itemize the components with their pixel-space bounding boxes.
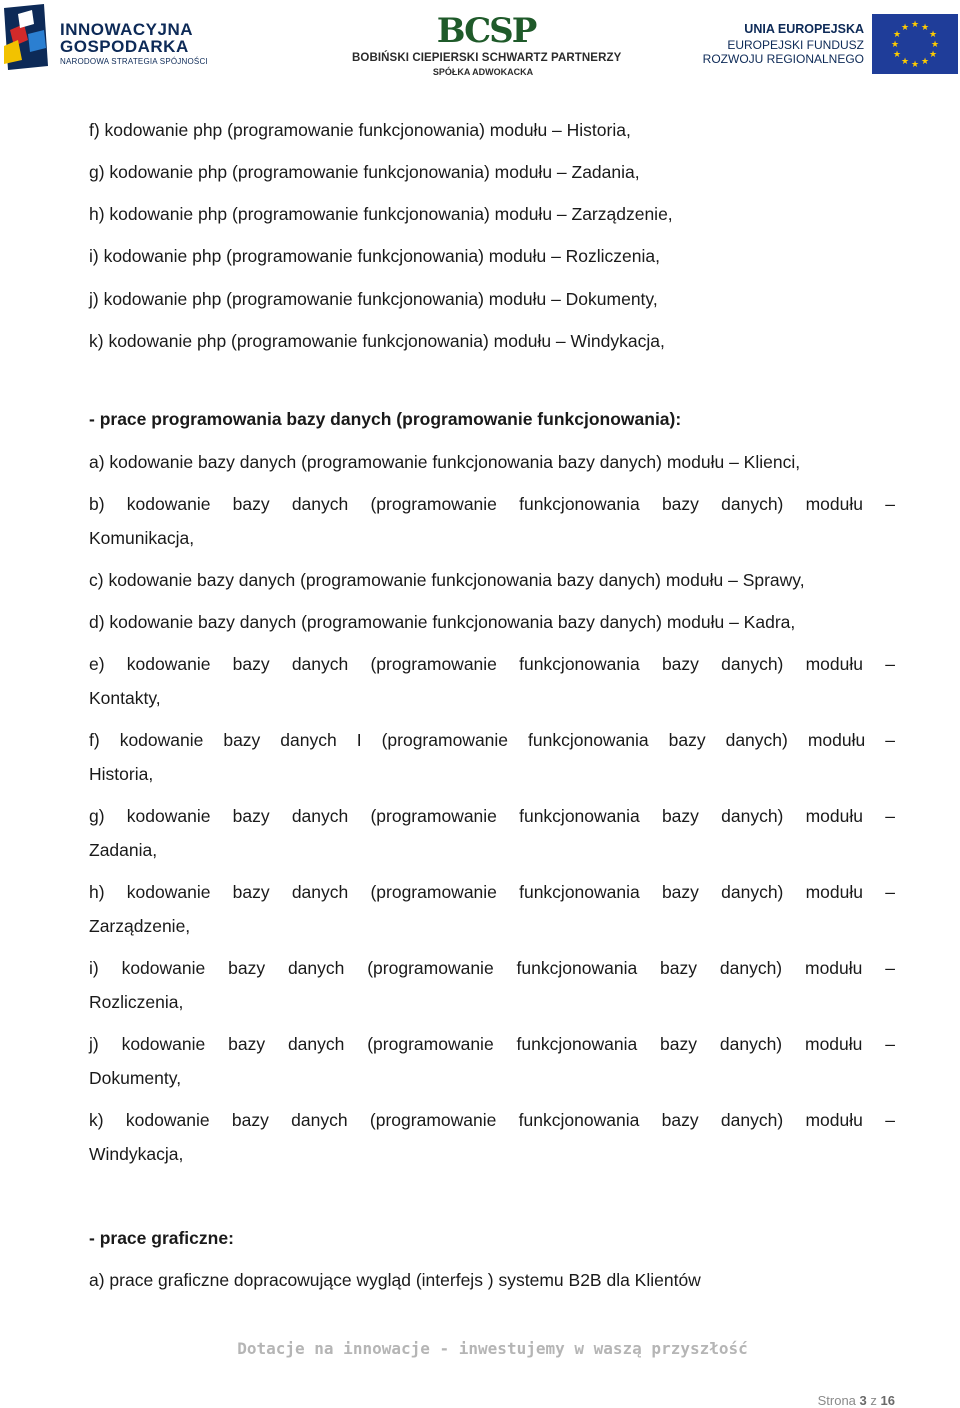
logo-right-line3: ROZWOJU REGIONALNEGO: [702, 52, 864, 66]
db-item-e: [89, 653, 895, 675]
word: danych: [287, 1034, 345, 1054]
word: (programowanie: [370, 494, 497, 514]
bcsp-mark: BCSP: [436, 11, 536, 51]
word: g): [89, 806, 105, 826]
word: bazy: [231, 1110, 269, 1130]
word: danych: [280, 730, 337, 750]
logo-right-line2: EUROPEJSKI FUNDUSZ: [727, 38, 864, 52]
word: –: [885, 882, 895, 902]
page-number: [818, 1393, 895, 1408]
php-item-f: f) kodowanie php (programowanie funkcjonowania) modułu – Historia,: [89, 120, 631, 140]
word: modułu: [805, 882, 863, 902]
word: danych): [721, 654, 784, 674]
word: modułu: [807, 730, 866, 750]
footer-slogan: Dotacje na innowacje - inwestujemy w waszą przyszłość: [237, 1339, 748, 1358]
word: danych): [720, 1110, 784, 1130]
page-label: Strona: [817, 1393, 856, 1408]
word: modułu: [805, 1034, 863, 1054]
php-item-g: g) kodowanie php (programowanie funkcjonowania) modułu – Zadania,: [89, 162, 640, 182]
db-item-g: [89, 805, 895, 827]
word: bazy: [232, 806, 270, 826]
db-section-heading: - prace programowania bazy danych (programowanie funkcjonowania):: [89, 409, 682, 429]
db-item-k-continuation: Windykacja,: [89, 1144, 184, 1164]
word: kodowanie: [121, 1034, 206, 1054]
word: I: [356, 730, 362, 750]
word: kodowanie: [119, 730, 204, 750]
db-item-h-continuation: Zarządzenie,: [89, 916, 191, 936]
php-item-i: i) kodowanie php (programowanie funkcjonowania) modułu – Rozliczenia,: [89, 246, 661, 266]
bcsp-logo: [352, 10, 622, 82]
word: –: [885, 1110, 895, 1130]
word: bazy: [661, 1110, 699, 1130]
db-item-e-continuation: Kontakty,: [89, 688, 161, 708]
word: danych): [719, 958, 783, 978]
word: kodowanie: [125, 1110, 210, 1130]
db-item-c: c) kodowanie bazy danych (programowanie funkcjonowania bazy danych) modułu – Sprawy,: [89, 570, 805, 590]
word: bazy: [223, 730, 261, 750]
word: –: [885, 1034, 895, 1054]
page-current: 3: [859, 1393, 867, 1408]
svg-text:★: ★: [900, 57, 910, 67]
word: danych: [291, 882, 349, 902]
word: bazy: [661, 882, 699, 902]
word: bazy: [232, 494, 270, 514]
word: modułu: [805, 806, 863, 826]
word: kodowanie: [126, 654, 211, 674]
word: danych): [725, 730, 788, 750]
page-header: [0, 0, 960, 84]
svg-text:★: ★: [920, 57, 930, 67]
page-separator: z: [870, 1393, 877, 1408]
logo-left-line3: NARODOWA STRATEGIA SPÓJNOŚCI: [60, 57, 208, 66]
word: danych: [291, 1110, 348, 1130]
php-item-k: k) kodowanie php (programowanie funkcjonowania) modułu – Windykacja,: [89, 331, 665, 351]
word: e): [89, 654, 105, 674]
word: –: [885, 730, 895, 750]
php-item-j: j) kodowanie php (programowanie funkcjonowania) modułu – Dokumenty,: [89, 289, 658, 309]
db-item-f-continuation: Historia,: [89, 764, 154, 784]
word: (programowanie: [370, 806, 497, 826]
innowacyjna-gospodarka-emblem-icon: [4, 4, 54, 70]
word: (programowanie: [370, 654, 497, 674]
word: funkcjonowania: [519, 654, 640, 674]
word: (programowanie: [367, 958, 494, 978]
svg-text:★: ★: [892, 50, 902, 60]
word: b): [89, 494, 105, 514]
db-item-b: [89, 493, 895, 515]
word: modułu: [805, 654, 863, 674]
word: danych): [721, 806, 784, 826]
db-item-h: [89, 881, 895, 903]
word: (programowanie: [370, 882, 497, 902]
word: –: [885, 654, 895, 674]
innowacyjna-gospodarka-logo: [4, 4, 214, 74]
word: modułu: [805, 958, 863, 978]
logo-right-line1: UNIA EUROPEJSKA: [744, 22, 864, 36]
word: bazy: [660, 1034, 698, 1054]
svg-text:★: ★: [928, 50, 938, 60]
word: bazy: [661, 806, 699, 826]
word: bazy: [660, 958, 698, 978]
svg-text:★: ★: [928, 30, 938, 40]
word: funkcjonowania: [519, 494, 640, 514]
graphics-item-a: a) prace graficzne dopracowujące wygląd (interfejs ) systemu B2B dla Klientów: [89, 1270, 701, 1290]
word: bazy: [668, 730, 706, 750]
svg-text:★: ★: [930, 40, 940, 50]
word: kodowanie: [126, 494, 211, 514]
svg-text:★: ★: [892, 30, 902, 40]
logo-left-line1: INNOWACYJNA: [60, 20, 194, 39]
db-item-g-continuation: Zadania,: [89, 840, 158, 860]
db-item-b-continuation: Komunikacja,: [89, 528, 195, 548]
graphics-section-heading: - prace graficzne:: [89, 1228, 234, 1248]
word: danych): [721, 882, 784, 902]
eu-flag-icon: [872, 14, 958, 74]
word: bazy: [232, 654, 270, 674]
word: i): [89, 958, 99, 978]
word: funkcjonowania: [516, 1034, 638, 1054]
word: j): [89, 1034, 99, 1054]
word: (programowanie: [369, 1110, 497, 1130]
db-item-i: [89, 957, 895, 979]
php-item-h: h) kodowanie php (programowanie funkcjonowania) modułu – Zarządzenie,: [89, 204, 673, 224]
word: bazy: [232, 882, 270, 902]
word: danych): [721, 494, 784, 514]
word: kodowanie: [126, 882, 211, 902]
word: modułu: [805, 494, 863, 514]
word: kodowanie: [126, 806, 211, 826]
db-item-a: a) kodowanie bazy danych (programowanie funkcjonowania bazy danych) modułu – Klienci,: [89, 452, 801, 472]
word: danych): [719, 1034, 783, 1054]
db-item-j-continuation: Dokumenty,: [89, 1068, 182, 1088]
svg-text:★: ★: [890, 40, 900, 50]
word: h): [89, 882, 105, 902]
word: bazy: [228, 958, 266, 978]
word: bazy: [661, 494, 699, 514]
word: f): [89, 730, 100, 750]
db-item-i-continuation: Rozliczenia,: [89, 992, 184, 1012]
word: danych: [287, 958, 345, 978]
word: bazy: [661, 654, 699, 674]
word: (programowanie: [381, 730, 509, 750]
unia-europejska-logo: [702, 14, 960, 76]
db-item-k: [89, 1109, 895, 1131]
word: funkcjonowania: [519, 806, 640, 826]
svg-text:★: ★: [920, 23, 930, 33]
word: danych: [291, 494, 349, 514]
word: funkcjonowania: [528, 730, 649, 750]
word: –: [885, 958, 895, 978]
db-item-j: [89, 1033, 895, 1055]
logo-left-line2: GOSPODARKA: [60, 37, 189, 56]
word: –: [885, 806, 895, 826]
word: danych: [291, 654, 349, 674]
svg-text:★: ★: [910, 60, 920, 70]
bcsp-firm-type: SPÓŁKA ADWOKACKA: [432, 67, 534, 77]
word: funkcjonowania: [518, 1110, 640, 1130]
word: modułu: [805, 1110, 863, 1130]
word: funkcjonowania: [516, 958, 638, 978]
svg-text:★: ★: [910, 20, 920, 30]
word: bazy: [228, 1034, 266, 1054]
word: –: [885, 494, 895, 514]
bcsp-firm-name: BOBIŃSKI CIEPIERSKI SCHWARTZ PARTNERZY: [352, 52, 622, 64]
word: (programowanie: [367, 1034, 494, 1054]
page-total: 16: [880, 1393, 895, 1408]
word: kodowanie: [121, 958, 206, 978]
word: k): [89, 1110, 104, 1130]
db-item-d: d) kodowanie bazy danych (programowanie funkcjonowania bazy danych) modułu – Kadra,: [89, 612, 796, 632]
word: danych: [291, 806, 349, 826]
db-item-f: [89, 729, 895, 751]
word: funkcjonowania: [519, 882, 640, 902]
svg-text:★: ★: [900, 23, 910, 33]
